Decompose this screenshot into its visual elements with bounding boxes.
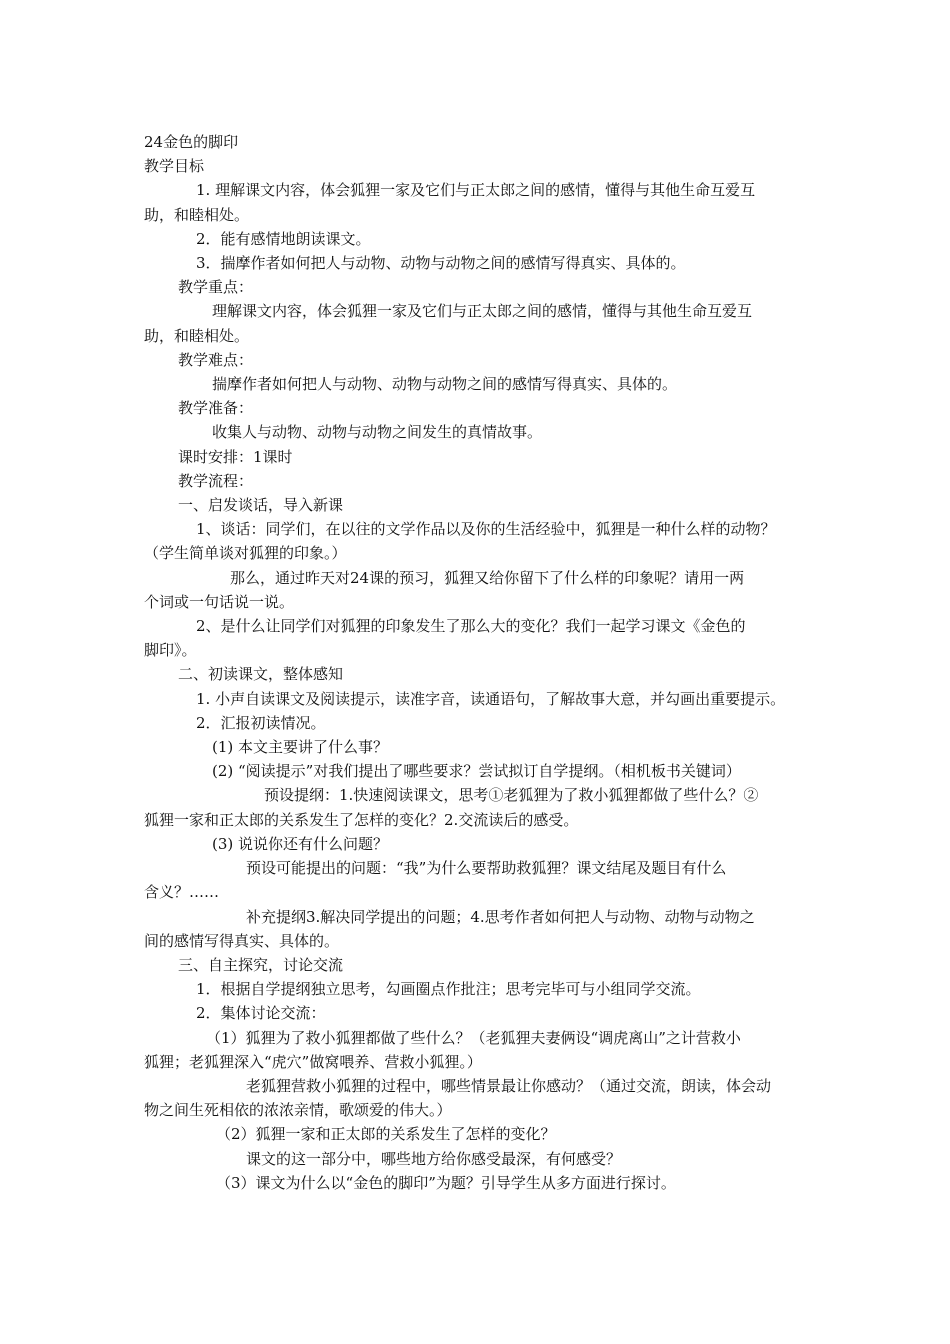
part-2-step-2: 2．汇报初读情况。 <box>196 713 326 732</box>
objective-3: 3．揣摩作者如何把人与动物、动物与动物之间的感情写得真实、具体的。 <box>196 254 686 273</box>
part-2-question-1: (1) 本文主要讲了什么事？ <box>212 738 389 757</box>
part-2-outline-line-1: 预设提纲：1.快速阅读课文，思考①老狐狸为了救小狐狸都做了些什么？② <box>264 786 759 805</box>
part-3-question-3: （3）课文为什么以“金色的脚印”为题？引导学生从多方面进行探讨。 <box>216 1173 676 1192</box>
part-3-question-2: （2）狐狸一家和正太郎的关系发生了怎样的变化？ <box>216 1125 556 1144</box>
part-2-expected-line-2: 含义？…… <box>144 883 220 902</box>
part-1-step-1-line-3: 那么，通过昨天对24课的预习，狐狸又给你留下了什么样的印象呢？请用一两 <box>230 568 745 587</box>
difficulties-text: 揣摩作者如何把人与动物、动物与动物之间的感情写得真实、具体的。 <box>212 375 678 394</box>
part-3-step-2: 2．集体讨论交流： <box>196 1004 326 1023</box>
part-2-question-3: (3) 说说你还有什么问题？ <box>212 834 389 853</box>
part-1-step-2-line-1: 2、是什么让同学们对狐狸的印象发生了那么大的变化？我们一起学习课文《金色的 <box>196 617 746 636</box>
part-3-heading: 三、自主探究，讨论交流 <box>178 955 344 974</box>
part-1-step-1-line-4: 个词或一句话说一说。 <box>144 592 295 611</box>
objective-2: 2．能有感情地朗读课文。 <box>196 229 371 248</box>
part-2-question-2: (2) “阅读提示”对我们提出了哪些要求？尝试拟订自学提纲。（相机板书关键词） <box>212 762 741 781</box>
part-3-step-1: 1．根据自学提纲独立思考，勾画圈点作批注；思考完毕可与小组同学交流。 <box>196 980 701 999</box>
process-heading: 教学流程： <box>178 471 254 490</box>
part-3-question-1-line-2: 狐狸；老狐狸深入“虎穴”做窝喂养、营救小狐狸。） <box>144 1052 482 1071</box>
part-3-question-2-followup: 课文的这一部分中，哪些地方给你感受最深，有何感受？ <box>246 1149 622 1168</box>
document-title: 24金色的脚印 <box>144 133 239 151</box>
part-3-discussion-line-1: 老狐狸营救小狐狸的过程中，哪些情景最让你感动？（通过交流，朗读，体会动 <box>246 1076 772 1095</box>
preparation-heading: 教学准备： <box>178 399 254 418</box>
key-points-line-2: 助，和睦相处。 <box>144 326 250 345</box>
part-2-expected-line-1: 预设可能提出的问题：“我”为什么要帮助救狐狸？课文结尾及题目有什么 <box>246 859 727 878</box>
part-2-step-1: 1. 小声自读课文及阅读提示，读准字音，读通语句，了解故事大意，并勾画出重要提示。 <box>196 689 786 708</box>
part-1-step-1-line-1: 1、谈话：同学们，在以往的文学作品以及你的生活经验中，狐狸是一种什么样的动物？ <box>196 520 776 539</box>
objective-1-line-1: 1. 理解课文内容，体会狐狸一家及它们与正太郎之间的感情，懂得与其他生命互爱互 <box>196 181 756 200</box>
key-points-heading: 教学重点： <box>178 278 254 297</box>
part-3-question-1-line-1: （1）狐狸为了救小狐狸都做了些什么？（老狐狸夫妻俩设“调虎离山”之计营救小 <box>206 1028 741 1047</box>
key-points-line-1: 理解课文内容，体会狐狸一家及它们与正太郎之间的感情，懂得与其他生命互爱互 <box>212 302 753 321</box>
part-1-step-1-line-2: （学生简单谈对狐狸的印象。） <box>144 544 347 563</box>
preparation-text: 收集人与动物、动物与动物之间发生的真情故事。 <box>212 423 543 442</box>
part-3-discussion-line-2: 物之间生死相依的浓浓亲情，歌颂爱的伟大。） <box>144 1101 452 1120</box>
part-1-heading: 一、启发谈话，导入新课 <box>178 496 344 515</box>
part-1-step-2-line-2: 脚印》。 <box>144 641 197 660</box>
schedule-text: 课时安排：1课时 <box>178 447 293 466</box>
part-2-heading: 二、初读课文，整体感知 <box>178 665 344 684</box>
document-body <box>144 130 824 1195</box>
part-2-supplement-line-1: 补充提纲3.解决同学提出的问题；4.思考作者如何把人与动物、动物与动物之 <box>246 907 755 926</box>
difficulties-heading: 教学难点： <box>178 350 254 369</box>
objective-1-line-2: 助，和睦相处。 <box>144 205 250 224</box>
section-heading-objectives: 教学目标 <box>144 157 205 176</box>
part-2-outline-line-2: 狐狸一家和正太郎的关系发生了怎样的变化？2.交流读后的感受。 <box>144 810 579 829</box>
part-2-supplement-line-2: 间的感情写得真实、具体的。 <box>144 931 340 950</box>
